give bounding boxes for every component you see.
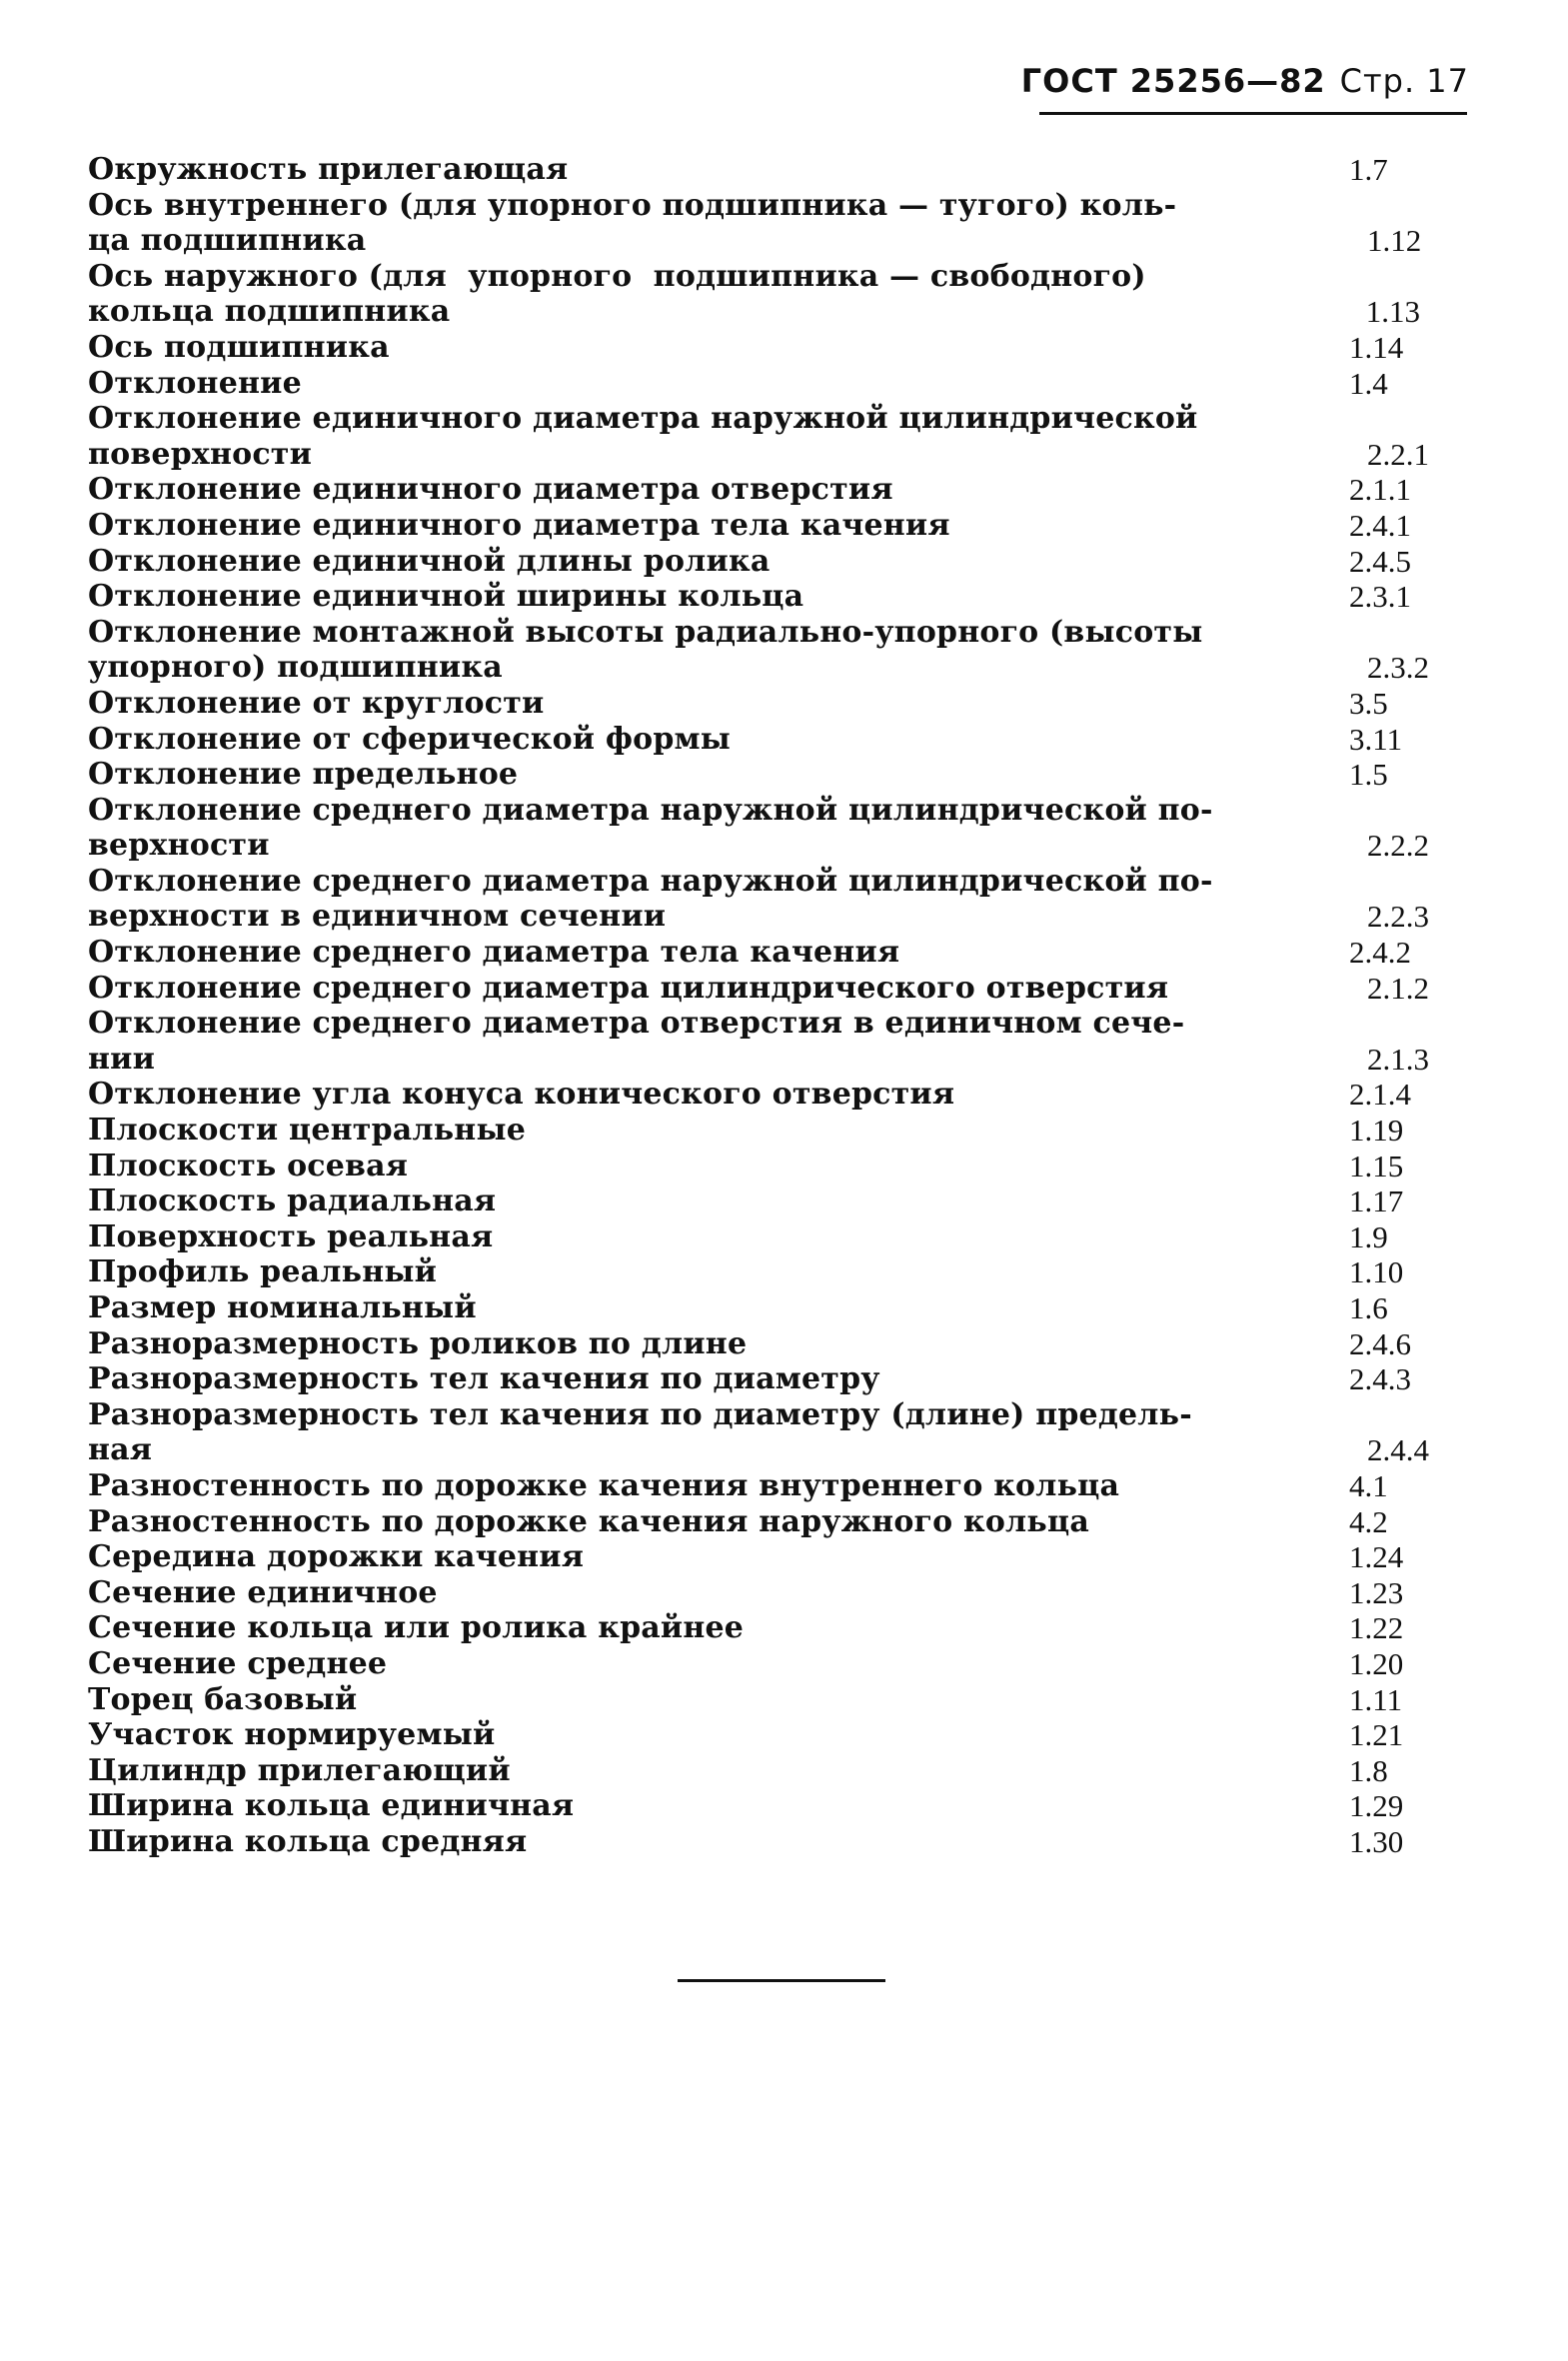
entry-term: [88, 1219, 1129, 1255]
term-index: [88, 152, 1467, 1860]
entry-reference: 2.1.3: [1367, 1041, 1429, 1077]
page-header: [999, 62, 1469, 100]
term-line: ца подшипника: [88, 223, 367, 259]
index-entry: [88, 1290, 1467, 1326]
index-entry: [88, 864, 1467, 935]
entry-term: [88, 722, 1129, 758]
entry-term: [88, 935, 1129, 971]
term-line: Окружность прилегающая: [88, 152, 569, 187]
term-line: Размер номинальный: [88, 1290, 477, 1325]
term-line: Отклонение среднего диаметра цилиндрического отверстия: [88, 970, 1169, 1006]
standard-number: ГОСТ 25256—82: [1020, 62, 1326, 100]
term-line: Торец базовый: [88, 1681, 358, 1717]
page-number: Стр. 17: [1339, 62, 1469, 100]
entry-reference: 1.24: [1349, 1539, 1404, 1575]
entry-term: [88, 1682, 1129, 1718]
term-line: упорного) подшипника: [88, 650, 503, 686]
term-line: Отклонение среднего диаметра отверстия в единичном сече-: [88, 1006, 1185, 1042]
entry-term: [88, 1149, 1129, 1184]
entry-reference: 2.4.4: [1367, 1432, 1429, 1468]
index-entry: [88, 1610, 1467, 1646]
entry-term: [88, 614, 1203, 686]
term-line: верхности: [88, 828, 270, 864]
term-line: ная: [88, 1432, 153, 1468]
index-entry: [88, 1183, 1467, 1219]
index-entry: [88, 1682, 1467, 1718]
term-line: Ширина кольца средняя: [88, 1823, 528, 1859]
term-line: Отклонение предельное: [88, 757, 519, 793]
term-line: Отклонение среднего диаметра наружной цилиндрической по-: [88, 792, 1213, 828]
end-rule: [678, 1979, 885, 1982]
entry-term: [88, 1290, 1129, 1326]
entry-reference: 1.12: [1367, 223, 1422, 259]
entry-reference: 1.4: [1349, 365, 1388, 401]
entry-term: [88, 1610, 1129, 1646]
entry-term: [88, 1006, 1185, 1077]
entry-reference: 1.19: [1349, 1113, 1404, 1149]
entry-reference: 2.4.6: [1349, 1325, 1412, 1361]
entry-reference: 3.11: [1349, 721, 1403, 757]
index-entry: [88, 1254, 1467, 1290]
entry-reference: 1.13: [1365, 294, 1421, 330]
entry-reference: 2.1.1: [1349, 472, 1412, 508]
term-line: Ось наружного (для упорного подшипника — свободного): [88, 258, 1146, 294]
term-line: Поверхность реальная: [88, 1218, 494, 1254]
index-entry: [88, 544, 1467, 580]
term-line: Ширина кольца единичная: [88, 1788, 575, 1824]
term-line: Отклонение единичной длины ролика: [88, 543, 771, 579]
entry-reference: 4.1: [1349, 1467, 1388, 1503]
entry-term: [88, 686, 1129, 722]
term-line: Отклонение единичного диаметра тела качения: [88, 507, 950, 543]
index-entry: [88, 330, 1467, 366]
entry-term: [88, 259, 1146, 330]
index-entry: [88, 1575, 1467, 1611]
entry-term: [88, 366, 1129, 402]
entry-term: [88, 152, 1129, 188]
term-line: Отклонение угла конуса конического отверстия: [88, 1077, 955, 1113]
entry-term: [88, 401, 1198, 472]
entry-term: [88, 1824, 1129, 1860]
term-line: Сечение среднее: [88, 1645, 388, 1681]
entry-reference: 1.10: [1349, 1254, 1404, 1290]
term-line: Сечение кольца или ролика крайнее: [88, 1610, 745, 1646]
entry-term: [88, 330, 1129, 366]
index-entry: [88, 793, 1467, 864]
term-line: Ось внутреннего (для упорного подшипника — тугого) коль-: [88, 187, 1177, 223]
index-entry: [88, 1326, 1467, 1362]
entry-reference: 1.8: [1349, 1752, 1388, 1788]
index-entry: [88, 1006, 1467, 1077]
term-line: Разностенность по дорожке качения внутреннего кольца: [88, 1467, 1120, 1503]
index-entry: [88, 1113, 1467, 1149]
entry-term: [88, 1077, 1129, 1113]
entry-reference: 1.30: [1349, 1823, 1404, 1859]
term-line: Плоскость радиальная: [88, 1183, 497, 1219]
entry-term: [88, 1254, 1129, 1290]
index-entry: [88, 188, 1467, 259]
entry-reference: 1.29: [1349, 1788, 1404, 1824]
entry-reference: 3.5: [1349, 685, 1388, 721]
entry-term: [88, 544, 1129, 580]
index-entry: [88, 508, 1467, 544]
index-entry: [88, 152, 1467, 188]
index-entry: [88, 1361, 1467, 1397]
term-line: Разноразмерность тел качения по диаметру: [88, 1361, 880, 1397]
entry-reference: 1.17: [1349, 1183, 1404, 1219]
entry-reference: 2.2.3: [1367, 899, 1429, 935]
entry-reference: 1.6: [1349, 1290, 1388, 1325]
index-entry: [88, 366, 1467, 402]
index-entry: [88, 971, 1467, 1007]
index-entry: [88, 579, 1467, 615]
index-entry: [88, 1504, 1467, 1540]
entry-reference: 1.5: [1349, 757, 1388, 793]
term-line: Ось подшипника: [88, 329, 390, 365]
index-entry: [88, 1397, 1467, 1468]
entry-reference: 2.4.5: [1349, 543, 1412, 579]
term-line: Отклонение единичного диаметра наружной цилиндрической: [88, 401, 1198, 437]
term-line: верхности в единичном сечении: [88, 899, 667, 935]
entry-reference: 2.2.1: [1367, 436, 1429, 472]
term-line: Цилиндр прилегающий: [88, 1752, 511, 1788]
index-entry: [88, 722, 1467, 758]
entry-reference: 1.20: [1349, 1645, 1404, 1681]
entry-reference: 1.23: [1349, 1574, 1404, 1610]
entry-reference: 2.4.2: [1349, 935, 1412, 971]
term-line: Отклонение среднего диаметра наружной цилиндрической по-: [88, 863, 1213, 899]
entry-term: [88, 187, 1177, 259]
entry-reference: 2.4.3: [1349, 1361, 1412, 1397]
entry-term: [88, 792, 1213, 864]
term-line: Плоскость осевая: [88, 1148, 409, 1183]
term-line: Отклонение среднего диаметра тела качения: [88, 935, 900, 971]
entry-reference: 2.3.1: [1349, 579, 1412, 615]
term-line: Профиль реальный: [88, 1254, 438, 1290]
term-line: Участок нормируемый: [88, 1717, 496, 1753]
entry-reference: 1.14: [1349, 329, 1404, 365]
entry-reference: 4.2: [1349, 1503, 1388, 1539]
entry-term: [88, 1753, 1129, 1789]
index-entry: [88, 686, 1467, 722]
term-line: Отклонение от круглости: [88, 685, 545, 721]
term-line: Сечение единичное: [88, 1574, 438, 1610]
term-line: Отклонение монтажной высоты радиально-упорного (высоты: [88, 614, 1203, 650]
index-entry: [88, 1149, 1467, 1184]
entry-term: [88, 1396, 1192, 1468]
index-entry: [88, 472, 1467, 508]
term-line: Отклонение единичной ширины кольца: [88, 579, 804, 615]
entry-term: [88, 1504, 1129, 1540]
entry-reference: 1.11: [1349, 1681, 1403, 1717]
term-line: Разностенность по дорожке качения наружного кольца: [88, 1503, 1089, 1539]
index-entry: [88, 1077, 1467, 1113]
entry-term: [88, 757, 1129, 793]
entry-reference: 1.22: [1349, 1610, 1404, 1646]
entry-term: [88, 1326, 1129, 1362]
header-rule: [1039, 112, 1467, 115]
index-entry: [88, 757, 1467, 793]
index-entry: [88, 935, 1467, 971]
term-line: Середина дорожки качения: [88, 1539, 585, 1575]
entry-term: [88, 508, 1129, 544]
entry-reference: 1.7: [1349, 152, 1388, 187]
entry-term: [88, 472, 1129, 508]
entry-term: [88, 1183, 1129, 1219]
index-entry: [88, 1717, 1467, 1753]
entry-term: [88, 1361, 1129, 1397]
term-line: Разноразмерность роликов по длине: [88, 1325, 748, 1361]
term-line: кольца подшипника: [88, 294, 451, 330]
index-entry: [88, 1219, 1467, 1255]
entry-reference: 1.15: [1349, 1148, 1404, 1183]
index-entry: [88, 259, 1467, 330]
term-line: Плоскости центральные: [88, 1113, 527, 1149]
entry-term: [88, 1539, 1129, 1575]
entry-reference: 2.2.2: [1367, 828, 1429, 864]
index-entry: [88, 1788, 1467, 1824]
entry-term: [88, 863, 1213, 935]
term-line: нии: [88, 1041, 156, 1077]
index-entry: [88, 1824, 1467, 1860]
entry-term: [88, 1113, 1129, 1149]
entry-reference: 2.1.2: [1367, 970, 1429, 1006]
entry-reference: 2.1.4: [1349, 1077, 1412, 1113]
term-line: поверхности: [88, 436, 313, 472]
entry-reference: 2.3.2: [1367, 650, 1429, 686]
index-entry: [88, 615, 1467, 686]
entry-term: [88, 1575, 1129, 1611]
entry-term: [88, 1717, 1129, 1753]
entry-term: [88, 579, 1129, 615]
entry-term: [88, 1646, 1129, 1682]
entry-reference: 1.21: [1349, 1717, 1404, 1753]
index-entry: [88, 1753, 1467, 1789]
entry-term: [88, 970, 1169, 1007]
term-line: Отклонение единичного диаметра отверстия: [88, 472, 893, 508]
entry-term: [88, 1788, 1129, 1824]
entry-reference: 2.4.1: [1349, 507, 1412, 543]
term-line: Разноразмерность тел качения по диаметру (длине) предель-: [88, 1396, 1192, 1432]
term-line: Отклонение: [88, 365, 302, 401]
index-entry: [88, 1646, 1467, 1682]
entry-reference: 1.9: [1349, 1218, 1388, 1254]
index-entry: [88, 1468, 1467, 1504]
entry-term: [88, 1468, 1129, 1504]
term-line: Отклонение от сферической формы: [88, 721, 732, 757]
index-entry: [88, 1539, 1467, 1575]
index-entry: [88, 401, 1467, 472]
